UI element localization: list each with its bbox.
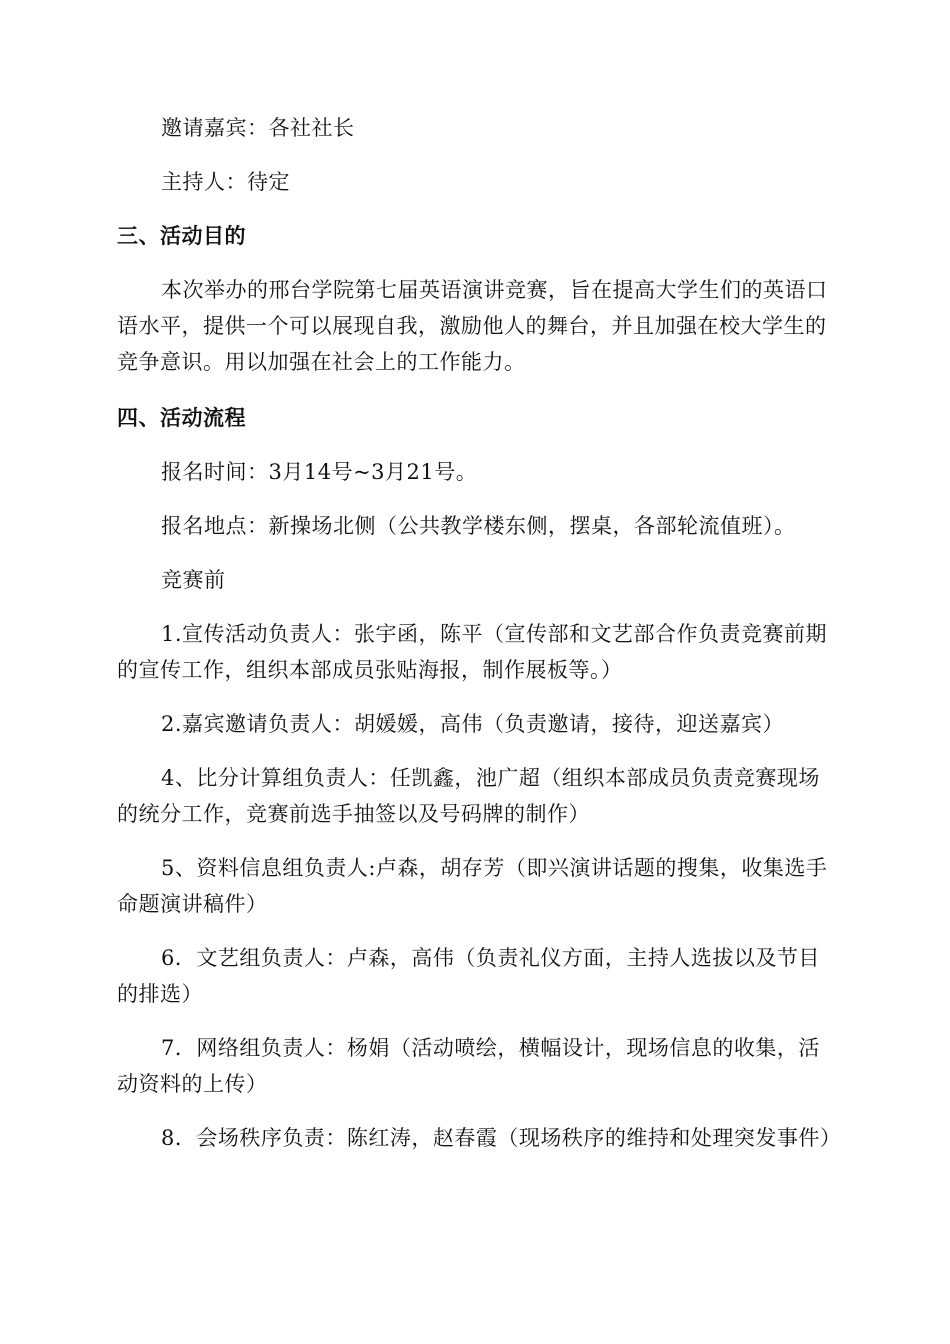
section-3-heading: 三、活动目的 xyxy=(117,224,246,248)
list-item: 1.宣传活动负责人：张宇函，陈平（宣传部和文艺部合作负责竞赛前期的宣传工作，组织本部成员张贴海报，制作展板等。） xyxy=(117,622,828,682)
list-item: 8．会场秩序负责：陈红涛，赵春霞（现场秩序的维持和处理突发事件） xyxy=(161,1126,842,1150)
section-3-body: 本次举办的邢台学院第七届英语演讲竞赛，旨在提高大学生们的英语口语水平，提供一个可以展现自我，激励他人的舞台，并且加强在校大学生的竞争意识。用以加强在社会上的工作能力。 xyxy=(117,278,828,374)
guest-line: 邀请嘉宾：各社社长 xyxy=(161,116,355,140)
section-4-heading: 四、活动流程 xyxy=(117,406,246,430)
host-line: 主持人：待定 xyxy=(161,170,290,194)
signup-time: 报名时间：3月14号~3月21号。 xyxy=(161,460,478,484)
document-page xyxy=(117,110,842,1156)
signup-place: 报名地点：新操场北侧（公共教学楼东侧，摆桌，各部轮流值班）。 xyxy=(161,514,796,538)
list-item: 7．网络组负责人：杨娟（活动喷绘，横幅设计，现场信息的收集，活动资料的上传） xyxy=(117,1036,820,1096)
before-contest: 竞赛前 xyxy=(161,568,226,592)
list-item: 2.嘉宾邀请负责人：胡媛媛，高伟（负责邀请，接待，迎送嘉宾） xyxy=(161,712,785,736)
list-item: 5、资料信息组负责人:卢森，胡存芳（即兴演讲话题的搜集，收集选手命题演讲稿件） xyxy=(117,856,828,916)
list-item: 4、比分计算组负责人：任凯鑫，池广超（组织本部成员负责竞赛现场的统分工作，竞赛前选手抽签以及号码牌的制作） xyxy=(117,766,820,826)
list-item: 6．文艺组负责人：卢森，高伟（负责礼仪方面，主持人选拔以及节目的排选） xyxy=(117,946,820,1006)
